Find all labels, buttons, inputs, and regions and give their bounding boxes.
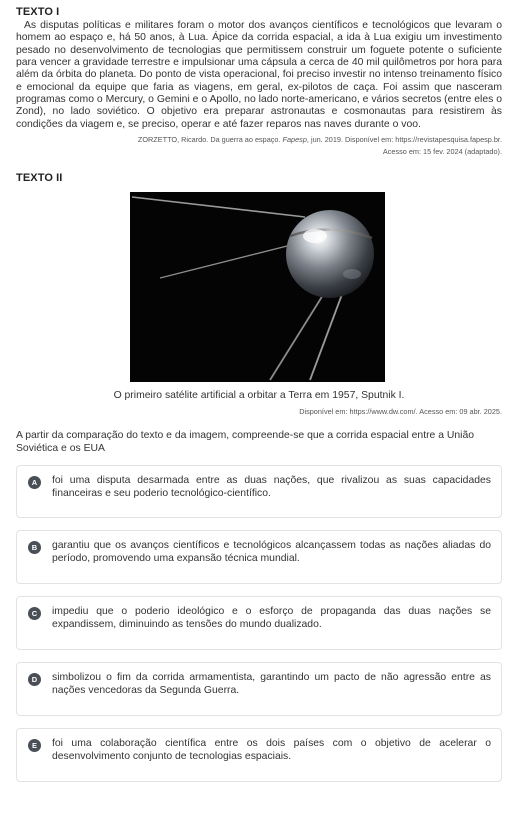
answer-options xyxy=(16,465,502,782)
credit-author-title: ZORZETTO, Ricardo. Da guerra ao espaço. xyxy=(137,135,281,145)
texto-i-body: As disputas políticas e militares foram o motor dos avanços científicos e tecnológicos que levaram o homem ao espaço e, há 50 anos, à Lua. Ápice da corrida espacial, a ida à Lua exigiu um investimento pesado no desenvolvimento de tecnologias que permitissem construir um foguete potente o suficiente para vencer a gravidade terrestre e impulsionar uma cápsula a cerca de 40 mil quilômetros por hora para além da órbita do planeta. Do ponto de vista operacional, foi preciso investir no intenso treinamento físico e emocional da equipe que faria as viagens, em geral, ex-pilotos de caça. Foi assim que nasceram programas como o Mercury, o Gemini e o Apollo, no lado norte-americano, e vários secretos (entre eles o Zond), no lado soviético. O objetivo era preparar astronautas e cosmonautas para resistirem às condições da viagem e, se preciso, operar e até fazer reparos nas naves durante o voo. xyxy=(16,20,502,130)
option-letter-e: E xyxy=(28,739,41,752)
sputnik-photo xyxy=(130,192,385,382)
option-letter-c: C xyxy=(28,607,41,620)
question-prompt: A partir da comparação do texto e da imagem, compreende-se que a corrida espacial entre a União Soviética e os EUA xyxy=(16,430,475,454)
option-text: simbolizou o fim da corrida armamentista, garantindo um pacto de não agressão entre as nações vencedoras da Segunda Guerra. xyxy=(52,672,491,696)
option-text: foi uma disputa desarmada entre as duas nações, que rivalizou as suas capacidades financeiras e seu poderio tecnológico-científico. xyxy=(52,475,491,499)
sputnik-sphere xyxy=(286,210,374,298)
credit-date-url: , jun. 2019. Disponível em: https://revistapesquisa.fapesp.br. xyxy=(306,135,502,145)
option-c[interactable] xyxy=(16,596,502,650)
question-card xyxy=(16,6,502,794)
image-source: Disponível em: https://www.dw.com/. Acesso em: 09 abr. 2025. xyxy=(299,407,502,417)
option-b[interactable] xyxy=(16,530,502,584)
option-text: foi uma colaboração científica entre os dois países com o objetivo de acelerar o desenvolvimento conjunto de tecnologias espaciais. xyxy=(52,738,491,762)
sputnik-illustration xyxy=(130,192,385,382)
credit-access-date: Acesso em: 15 fev. 2024 (adaptado). xyxy=(382,147,502,157)
option-text: impediu que o poderio ideológico e o esforço de propaganda das duas nações se expandissem, diminuindo as tensões do mundo dualizado. xyxy=(52,606,491,630)
credit-publication: Fapesp xyxy=(282,135,307,145)
option-e[interactable] xyxy=(16,728,502,782)
option-letter-d: D xyxy=(28,673,41,686)
option-letter-a: A xyxy=(28,476,41,489)
texto-i-heading: TEXTO I xyxy=(16,6,60,18)
option-d[interactable] xyxy=(16,662,502,716)
option-letter-b: B xyxy=(28,541,41,554)
option-a[interactable] xyxy=(16,465,502,518)
option-text: garantiu que os avanços científicos e tecnológicos alcançassem todas as nações aliadas do período, promovendo uma expansão técnica mundial. xyxy=(52,540,491,564)
texto-ii-heading: TEXTO II xyxy=(16,172,63,185)
texto-i-credit xyxy=(16,134,502,158)
image-caption: O primeiro satélite artificial a orbitar a Terra em 1957, Sputnik I. xyxy=(113,390,405,402)
